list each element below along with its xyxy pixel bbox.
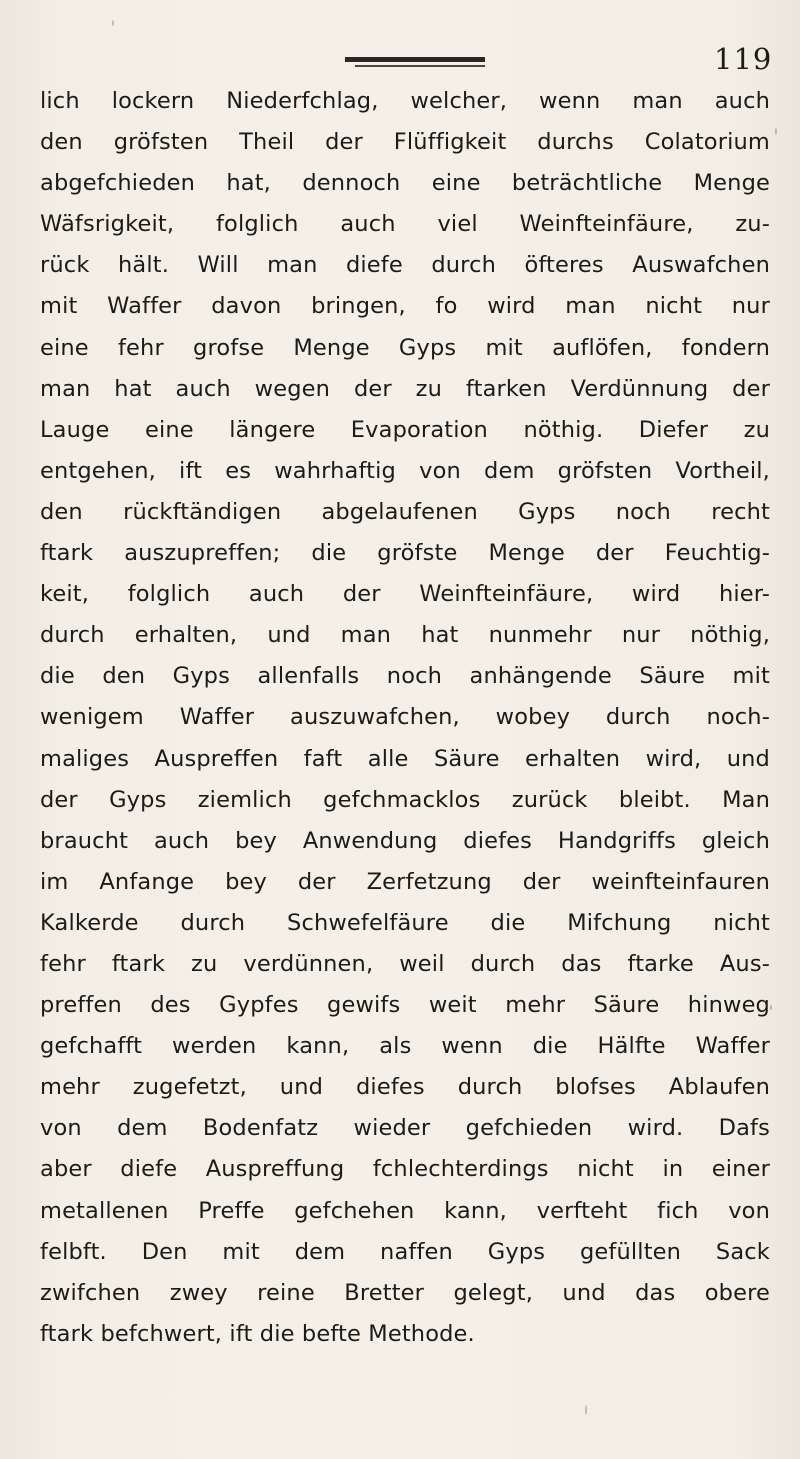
text-line: man hat auch wegen der zu ftarken Verdünnung der <box>40 375 770 402</box>
text-line: den rückftändigen abgelaufenen Gyps noch recht <box>40 498 770 525</box>
text-line: die den Gyps allenfalls noch anhängende Säure mit <box>40 663 770 690</box>
text-line: der Gyps ziemlich gefchmacklos zurück bleibt. Man <box>40 786 770 813</box>
text-line: ftark auszupreffen; die gröfste Menge der Feuchtig- <box>40 540 770 567</box>
header-rule-thin <box>355 65 485 67</box>
text-line: eine fehr grofse Menge Gyps mit auflöfen, fondern <box>40 334 770 361</box>
page-number: 119 <box>714 42 773 76</box>
text-line: den gröfsten Theil der Flüffigkeit durchs Colatorium <box>40 129 770 156</box>
text-line: Lauge eine längere Evaporation nöthig. Diefer zu <box>40 416 770 443</box>
text-line: gefchafft werden kann, als wenn die Hälfte Waffer <box>40 1033 770 1060</box>
text-line: von dem Bodenfatz wieder gefchieden wird. Dafs <box>40 1115 770 1142</box>
paper-speck <box>585 1405 587 1415</box>
text-line: metallenen Preffe gefchehen kann, verfteht fich von <box>40 1197 770 1224</box>
text-line: keit, folglich auch der Weinfteinfäure, wird hier- <box>40 581 770 608</box>
text-line: zwifchen zwey reine Bretter gelegt, und das obere <box>40 1279 770 1306</box>
text-line: Kalkerde durch Schwefelfäure die Mifchung nicht <box>40 909 770 936</box>
text-line: entgehen, ift es wahrhaftig von dem gröfsten Vortheil, <box>40 457 770 484</box>
header-rule <box>345 57 485 62</box>
text-line: maliges Auspreffen faft alle Säure erhalten wird, und <box>40 745 770 772</box>
text-line: mehr zugefetzt, und diefes durch blofses Ablaufen <box>40 1074 770 1101</box>
text-line-final: ftark befchwert, ift die befte Methode. <box>40 1320 475 1347</box>
text-line: preffen des Gypfes gewifs weit mehr Säure hinweg <box>40 992 770 1019</box>
text-line: durch erhalten, und man hat nunmehr nur nöthig, <box>40 622 770 649</box>
paper-speck <box>775 128 777 135</box>
text-line: im Anfange bey der Zerfetzung der weinfteinfauren <box>40 868 770 895</box>
text-line: Wäfsrigkeit, folglich auch viel Weinfteinfäure, zu- <box>40 211 770 238</box>
text-line: aber diefe Auspreffung fchlechterdings nicht in einer <box>40 1156 770 1183</box>
text-line: rück hält. Will man diefe durch öfteres Auswafchen <box>40 252 770 279</box>
text-line: felbft. Den mit dem naffen Gyps gefüllten Sack <box>40 1238 770 1265</box>
body-text <box>40 81 770 1355</box>
paper-speck <box>112 20 114 26</box>
text-line: fehr ftark zu verdünnen, weil durch das ftarke Aus- <box>40 950 770 977</box>
paper-speck <box>770 1005 772 1010</box>
text-line: braucht auch bey Anwendung diefes Handgriffs gleich <box>40 827 770 854</box>
text-line: mit Waffer davon bringen, fo wird man nicht nur <box>40 293 770 320</box>
text-line: wenigem Waffer auszuwafchen, wobey durch noch- <box>40 704 770 731</box>
text-line: lich lockern Niederfchlag, welcher, wenn man auch <box>40 88 770 114</box>
text-line: abgefchieden hat, dennoch eine beträchtliche Menge <box>40 170 770 197</box>
